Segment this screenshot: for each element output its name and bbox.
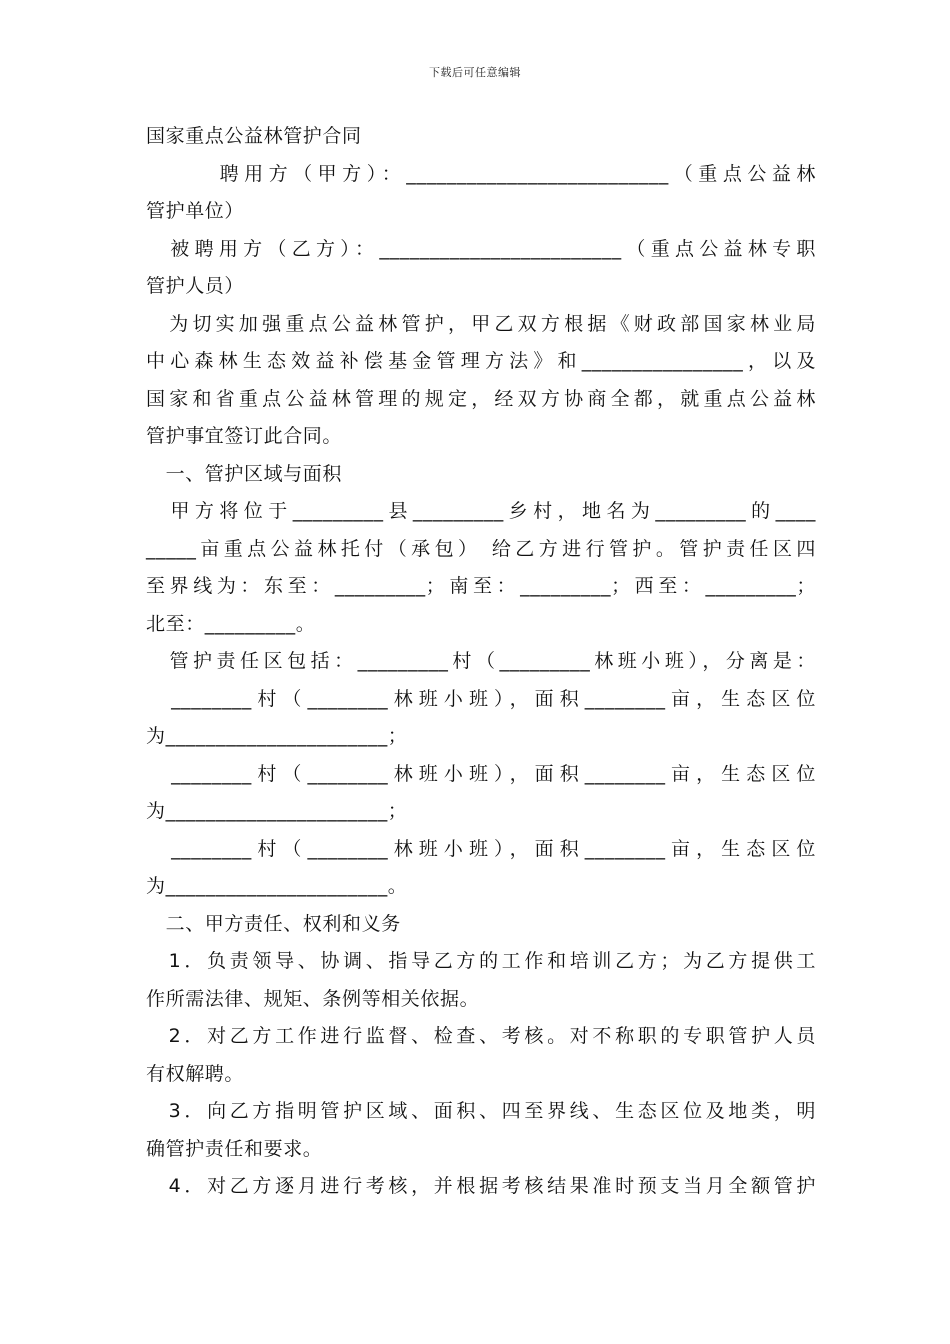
page-header: 下载后可任意编辑 xyxy=(429,66,521,79)
document-line: 有权解聘。 xyxy=(146,1062,245,1085)
document-line: 管护单位） xyxy=(146,200,245,222)
document-line: ________村（________林班小班），面积________亩，生态区位 xyxy=(146,762,816,785)
document-line: 被聘用方（乙方）：________________________（重点公益林专职 xyxy=(146,237,816,260)
document-line: 二、甲方责任、权利和义务 xyxy=(146,912,401,935)
document-line: 至界线为：东至：_________；南至：_________；西至：_________； xyxy=(146,575,816,597)
document-line: 甲方将位于_________县_________乡村，地名为_________的____ xyxy=(146,500,816,522)
document-line: 1．负责领导、协调、指导乙方的工作和培训乙方；为乙方提供工 xyxy=(146,950,816,972)
document-line: 4．对乙方逐月进行考核，并根据考核结果准时预支当月全额管护 xyxy=(146,1175,816,1197)
document-line: 作所需法律、规矩、条例等相关依据。 xyxy=(146,987,480,1010)
document-line: 一、管护区域与面积 xyxy=(146,462,343,485)
document-line: 国家和省重点公益林管理的规定，经双方协商全都，就重点公益林 xyxy=(146,387,816,410)
document-line: ________村（________林班小班），面积________亩，生态区位 xyxy=(146,837,816,860)
document-line: 管护责任区包括：_________村（_________林班小班），分离是： xyxy=(146,650,816,672)
document-line: 管护人员） xyxy=(146,275,245,297)
document-line: 中心森林生态效益补偿基金管理方法》和________________，以及 xyxy=(146,350,816,372)
document-line: 为______________________； xyxy=(146,800,408,822)
document-line: 为______________________； xyxy=(146,725,408,747)
document-line: 确管护责任和要求。 xyxy=(146,1137,323,1160)
document-line: 3．向乙方指明管护区域、面积、四至界线、生态区位及地类，明 xyxy=(146,1100,816,1122)
document-line: 2．对乙方工作进行监督、检查、考核。对不称职的专职管护人员 xyxy=(146,1025,816,1047)
document-line: 为切实加强重点公益林管护，甲乙双方根据《财政部国家林业局 xyxy=(146,312,816,335)
document-body xyxy=(146,118,816,1206)
document-line: 管护事宜签订此合同。 xyxy=(146,425,343,447)
document-title: 国家重点公益林管护合同 xyxy=(146,125,362,147)
document-line: 为______________________。 xyxy=(146,875,408,897)
document-line: 聘用方（甲方）：__________________________（重点公益林 xyxy=(146,162,816,185)
document-line: 北至：_________。 xyxy=(146,612,316,635)
document-line: ________村（________林班小班），面积________亩，生态区位 xyxy=(146,687,816,710)
document-line: _____亩重点公益林托付（承包） 给乙方进行管护。管护责任区四 xyxy=(146,537,816,560)
